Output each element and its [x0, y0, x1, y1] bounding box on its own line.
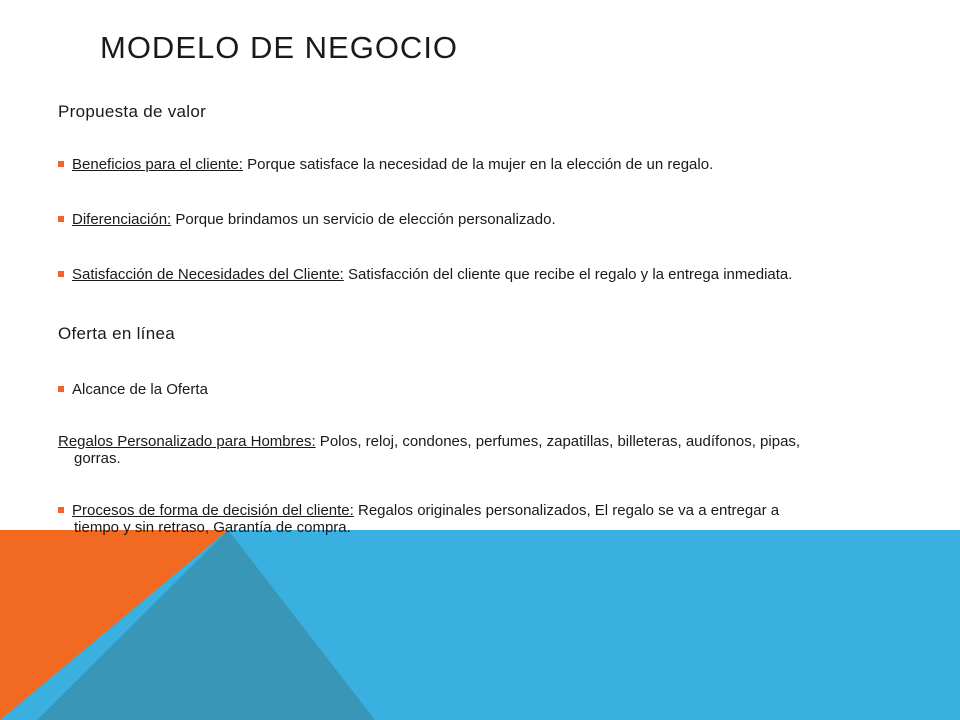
gifts-label: Regalos Personalizado para Hombres: [58, 433, 316, 450]
bullet-item [58, 156, 938, 173]
section-heading-value-proposition: Propuesta de valor [58, 102, 207, 121]
gifts-text-continued: gorras. [74, 450, 121, 467]
bullet-text: Porque satisface la necesidad de la mujer en la elección de un regalo. [242, 156, 714, 173]
bullet-text: Satisfacción del cliente que recibe el regalo y la entrega inmediata. [343, 266, 793, 283]
square-bullet-icon [58, 216, 64, 222]
gifts-paragraph [58, 433, 938, 467]
bullet-text-continued: tiempo y sin retraso, Garantía de compra. [74, 519, 351, 536]
bullet-label: Diferenciación: [72, 211, 172, 228]
bullet-label: Satisfacción de Necesidades del Cliente: [72, 266, 344, 283]
gifts-text: Polos, reloj, condones, perfumes, zapatillas, billeteras, audífonos, pipas, [315, 433, 801, 450]
bullet-label: Beneficios para el cliente: [72, 156, 243, 173]
bullet-item [58, 266, 938, 283]
square-bullet-icon [58, 507, 64, 513]
square-bullet-icon [58, 271, 64, 277]
bullet-item [58, 502, 938, 536]
bullet-label: Procesos de forma de decisión del cliente: [72, 502, 354, 519]
bullet-text: Porque brindamos un servicio de elección personalizado. [171, 211, 556, 228]
section-heading-online-offer: Oferta en línea [58, 324, 175, 343]
slide-title: MODELO DE NEGOCIO [100, 30, 459, 65]
square-bullet-icon [58, 386, 64, 392]
bullet-item [58, 381, 938, 398]
square-bullet-icon [58, 161, 64, 167]
bullet-text: Alcance de la Oferta [72, 381, 208, 398]
bullet-text: Regalos originales personalizados, El regalo se va a entregar a [353, 502, 780, 519]
bullet-item [58, 211, 938, 228]
